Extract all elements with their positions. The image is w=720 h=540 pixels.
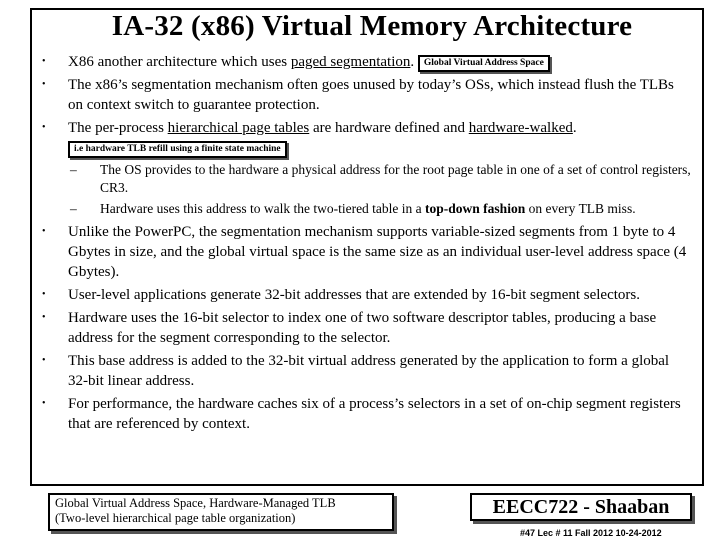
callout-hardware-tlb-refill: i.e hardware TLB refill using a finite state machine	[68, 141, 287, 158]
bullet-selector-cache: • For performance, the hardware caches six of a process’s selectors in a set of on-chip segment registers that are referenced by context.	[42, 395, 681, 432]
bullet-dot: •	[42, 122, 46, 133]
subbullet-cr3: – The OS provides to the hardware a physical address for the root page table in one of a set of control registers, CR3.	[70, 162, 691, 195]
bullet-dot: •	[42, 288, 46, 300]
bullet-dot: •	[42, 225, 46, 237]
bullet-linear-address: • This base address is added to the 32-bit virtual address generated by the application to form a global 32-bit linear address.	[42, 352, 670, 389]
bullet-descriptor-tables: • Hardware uses the 16-bit selector to index one of two software descriptor tables, producing a base address for the segment corresponding to the selector.	[42, 309, 657, 346]
bullet-dot: •	[42, 311, 46, 323]
bullet-paged-segmentation: • X86 another architecture which uses paged segmentation. Global Virtual Address Space	[42, 52, 692, 72]
bullet-segmentation-unused: • The x86’s segmentation mechanism often goes unused by today’s OSs, which instead flush the TLBs on context switch to guarantee protection.	[42, 77, 674, 113]
bullet-dot: •	[42, 354, 46, 366]
bullet-variable-segments: • Unlike the PowerPC, the segmentation mechanism supports variable-sized segments from 1 byte to 4 Gbytes in size, and the global virtual space is the same size as an individual user-level address space (4 Gbytes).	[42, 223, 687, 280]
bullet-segment-selectors: • User-level applications generate 32-bit addresses that are extended by 16-bit segment selectors.	[42, 286, 640, 303]
caption-box	[48, 493, 394, 531]
course-brand: EECC722 - Shaaban	[470, 493, 692, 521]
subbullet-table-walk: – Hardware uses this address to walk the two-tiered table in a top-down fashion on every TLB miss.	[70, 201, 636, 216]
bullet-dot: •	[42, 397, 46, 409]
bullet-hierarchical-page-tables: • The per-process hierarchical page tables are hardware defined and hardware-walked. i.e hardware TLB refill using a finite state machine	[42, 118, 692, 158]
slide-footer: #47 Lec # 11 Fall 2012 10-24-2012	[520, 528, 662, 538]
caption-line-2: (Two-level hierarchical page table organization)	[55, 511, 296, 525]
bullet-dot: •	[42, 56, 46, 67]
sub-dash: –	[70, 162, 77, 177]
bullet-dot: •	[42, 79, 46, 90]
bullet-list	[42, 52, 692, 437]
caption-line-1: Global Virtual Address Space, Hardware-Managed TLB	[55, 496, 336, 510]
callout-global-virtual-address-space: Global Virtual Address Space	[418, 55, 550, 72]
slide-title: IA-32 (x86) Virtual Memory Architecture	[111, 10, 633, 42]
sub-dash: –	[70, 201, 77, 216]
